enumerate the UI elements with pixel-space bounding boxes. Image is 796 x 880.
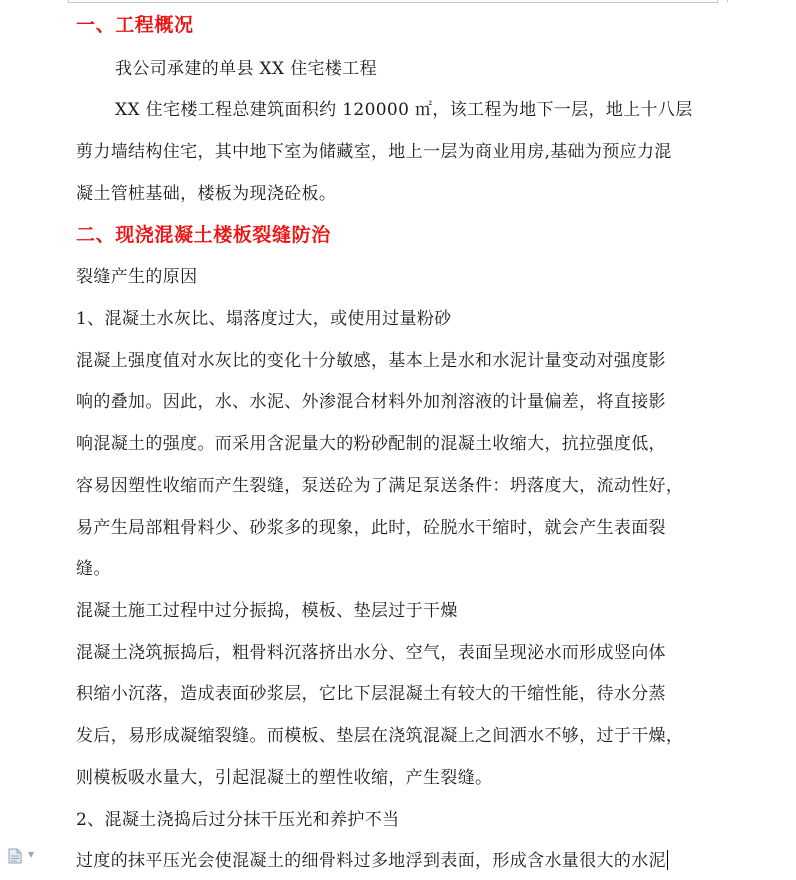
page-top-border [68, 0, 718, 3]
paragraph-line: 混凝上强度值对水灰比的变化十分敏感，基本上是水和水泥计量变动对强度影 [76, 351, 666, 371]
dropdown-arrow-icon[interactable]: ▼ [28, 850, 35, 859]
subheading-line: 2、混凝土浇捣后过分抹干压光和养护不当 [76, 810, 400, 830]
paragraph-line: 易产生局部粗骨料少、砂浆多的现象，此时，砼脱水干缩时，就会产生表面裂 [76, 518, 666, 538]
subheading-line: 1、混凝土水灰比、塌落度过大，或使用过量粉砂 [76, 309, 452, 329]
section-heading-2: 二、现浇混凝土楼板裂缝防治 [76, 224, 331, 246]
paragraph-line: XX 住宅楼工程总建筑面积约 120000 ㎡，该工程为地下一层，地上十八层 [115, 100, 693, 120]
paragraph-line: 响混凝土的强度。而采用含泥量大的粉砂配制的混凝土收缩大，抗拉强度低， [76, 434, 666, 454]
paragraph-line: 凝土管桩基础，楼板为现浇砼板。 [76, 184, 337, 204]
paragraph-line: 则模板吸水量大，引起混凝土的塑性收缩，产生裂缝。 [76, 768, 493, 788]
section-heading-1: 一、工程概况 [76, 14, 194, 36]
document-icon[interactable] [8, 848, 22, 864]
paragraph-line: 剪力墙结构住宅，其中地下室为储藏室，地上一层为商业用房,基础为预应力混 [76, 142, 672, 162]
paragraph-line: 响的叠加。因此，水、水泥、外渗混合材料外加剂溶液的计量偏差，将直接影 [76, 392, 666, 412]
subheading-line: 裂缝产生的原因 [76, 267, 198, 287]
text-cursor [667, 850, 668, 870]
page-corner-mark [727, 0, 728, 2]
paragraph-line-text: 过度的抹平压光会使混凝土的细骨料过多地浮到表面，形成含水量很大的水泥 [76, 851, 666, 871]
paragraph-line-with-cursor [76, 850, 668, 872]
paragraph-line: 我公司承建的单县 XX 住宅楼工程 [115, 59, 377, 79]
paragraph-line: 容易因塑性收缩而产生裂缝，泵送砼为了满足泵送条件：坍落度大，流动性好， [76, 476, 684, 496]
paragraph-line: 缝。 [76, 559, 111, 579]
subheading-line: 混凝土施工过程中过分振捣，模板、垫层过于干燥 [76, 601, 458, 621]
paragraph-line: 发后，易形成凝缩裂缝。而模板、垫层在浇筑混凝上之间洒水不够，过于干燥， [76, 726, 684, 746]
paragraph-line: 混凝土浇筑振捣后，粗骨料沉落挤出水分、空气，表面呈现泌水而形成竖向体 [76, 643, 666, 663]
paragraph-line: 积缩小沉落，造成表面砂浆层，它比下层混凝土有较大的干缩性能，待水分蒸 [76, 684, 666, 704]
